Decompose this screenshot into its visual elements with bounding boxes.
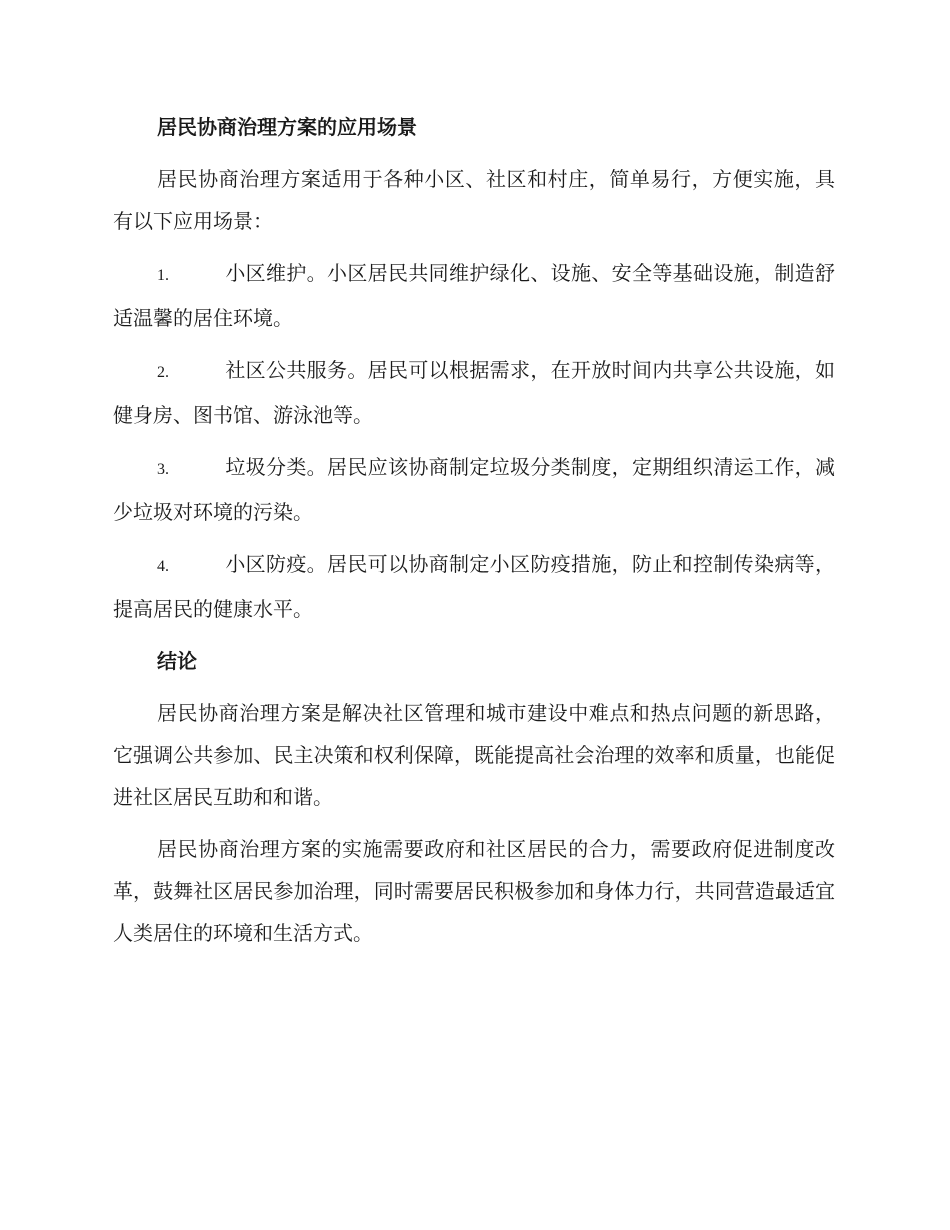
section-heading-application: 居民协商治理方案的应用场景 [157,115,417,139]
list-number: 4. [157,558,169,575]
list-number: 2. [157,364,169,381]
list-item [113,349,835,436]
conclusion-paragraph: 居民协商治理方案是解决社区管理和城市建设中难点和热点问题的新思路，它强调公共参加、民主决策和权利保障，既能提高社会治理的效率和质量，也能促进社区居民互助和和谐。 [113,701,835,809]
list-text: 小区维护。小区居民共同维护绿化、设施、安全等基础设施，制造舒适温馨的居住环境。 [113,261,835,330]
list-text: 垃圾分类。居民应该协商制定垃圾分类制度，定期组织清运工作，减少垃圾对环境的污染。 [113,455,835,524]
document-page [113,106,835,964]
list-number: 3. [157,461,169,478]
list-item [113,446,835,533]
list-text: 社区公共服务。居民可以根据需求，在开放时间内共享公共设施，如健身房、图书馆、游泳池等。 [113,358,835,427]
section-heading-conclusion: 结论 [157,649,197,673]
list-number: 1. [157,267,169,284]
intro-paragraph: 居民协商治理方案适用于各种小区、社区和村庄，简单易行，方便实施，具有以下应用场景： [113,167,835,233]
list-item [113,543,835,630]
list-text: 小区防疫。居民可以协商制定小区防疫措施，防止和控制传染病等，提高居民的健康水平。 [113,552,835,621]
conclusion-paragraph: 居民协商治理方案的实施需要政府和社区居民的合力，需要政府促进制度改革，鼓舞社区居民参加治理，同时需要居民积极参加和身体力行，共同营造最适宜人类居住的环境和生活方式。 [113,837,835,945]
list-item [113,252,835,339]
